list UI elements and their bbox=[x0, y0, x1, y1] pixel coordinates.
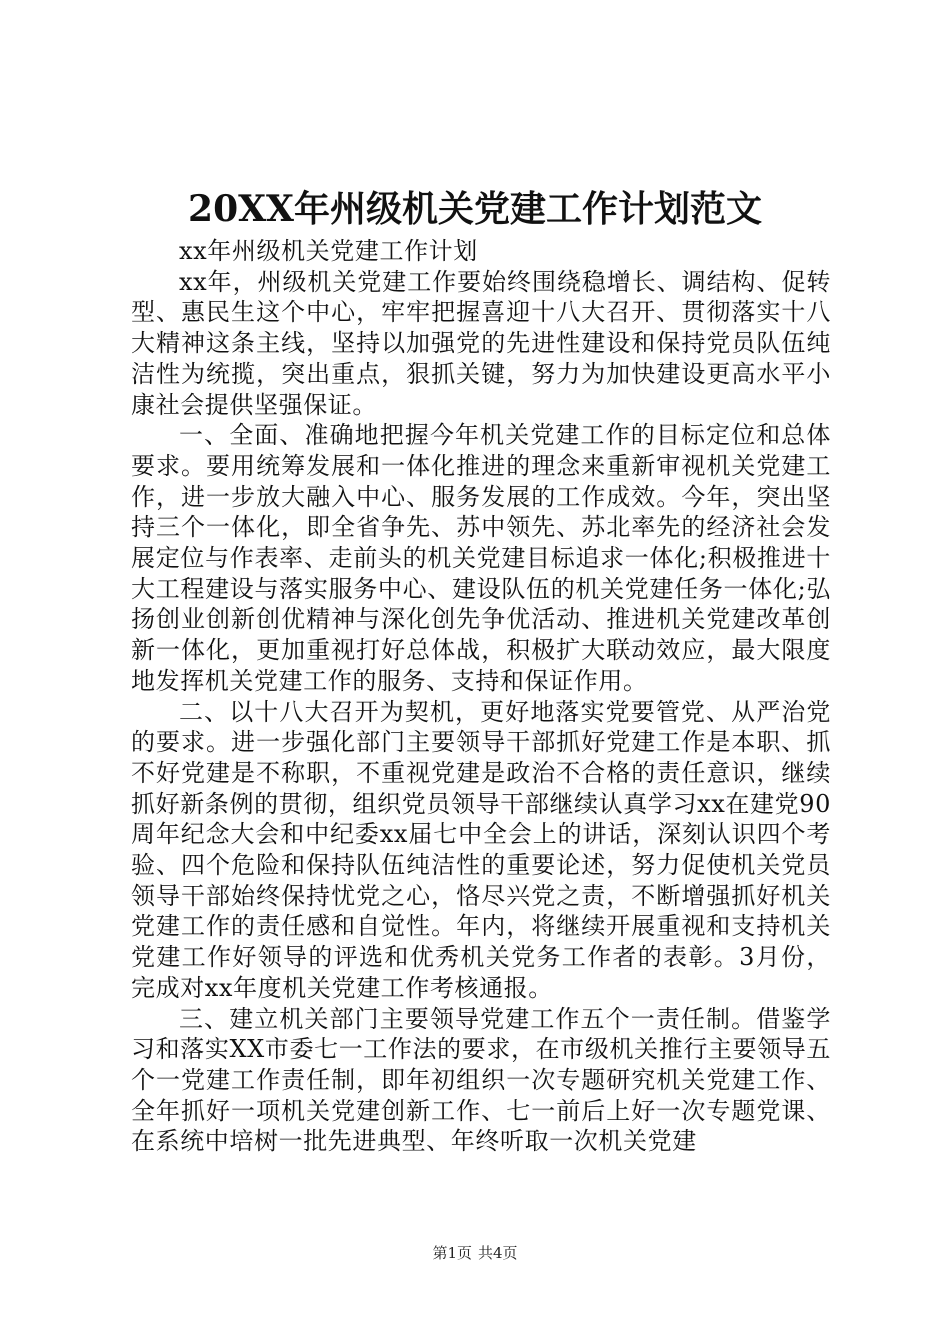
paragraph-subtitle: xx年州级机关党建工作计划 bbox=[179, 237, 478, 265]
paragraph-section-1: 一、全面、准确地把握今年机关党建工作的目标定位和总体要求。要用统筹发展和一体化推进的理念来重新审视机关党建工作，进一步放大融入中心、服务发展的工作成效。今年，突出坚持三个一体化，即全省争先、苏中领先、苏北率先的经济社会发展定位与作表率、走前头的机关党建目标追求一体化;积极推进十大工程建设与落实服务中心、建设队伍的机关党建任务一体化;弘扬创业创新创优精神与深化创先争优活动、推进机关党建改革创新一体化，更加重视打好总体战，积极扩大联动效应，最大限度地发挥机关党建工作的服务、支持和保证作用。 bbox=[131, 421, 831, 695]
paragraph-section-2: 二、以十八大召开为契机，更好地落实党要管党、从严治党的要求。进一步强化部门主要领导干部抓好党建工作是本职、抓不好党建是不称职，不重视党建是政治不合格的责任意识，继续抓好新条例的贯彻，组织党员领导干部继续认真学习xx在建党90周年纪念大会和中纪委xx届七中全会上的讲话，深刻认识四个考验、四个危险和保持队伍纯洁性的重要论述，努力促使机关党员领导干部始终保持忧党之心，恪尽兴党之责，不断增强抓好机关党建工作的责任感和自觉性。年内，将继续开展重视和支持机关党建工作好领导的评选和优秀机关党务工作者的表彰。3月份，完成对xx年度机关党建工作考核通报。 bbox=[131, 697, 831, 1002]
document-title: 20XX年州级机关党建工作计划范文 bbox=[188, 188, 762, 230]
page-number: 第1页 bbox=[432, 1244, 472, 1262]
document-body bbox=[131, 236, 831, 1157]
paragraph-section-3: 三、建立机关部门主要领导党建工作五个一责任制。借鉴学习和落实XX市委七一工作法的要求，在市级机关推行主要领导五个一党建工作责任制，即年初组织一次专题研究机关党建工作、全年抓好一项机关党建创新工作、七一前后上好一次专题党课、在系统中培树一批先进典型、年终听取一次机关党建 bbox=[131, 1004, 831, 1156]
page-total: 共4页 bbox=[478, 1244, 518, 1262]
paragraph-intro: xx年，州级机关党建工作要始终围绕稳增长、调结构、促转型、惠民生这个中心，牢牢把握喜迎十八大召开、贯彻落实十八大精神这条主线，坚持以加强党的先进性建设和保持党员队伍纯洁性为统揽，突出重点，狠抓关键，努力为加快建设更高水平小康社会提供坚强保证。 bbox=[131, 267, 831, 419]
page-footer bbox=[0, 1242, 950, 1264]
